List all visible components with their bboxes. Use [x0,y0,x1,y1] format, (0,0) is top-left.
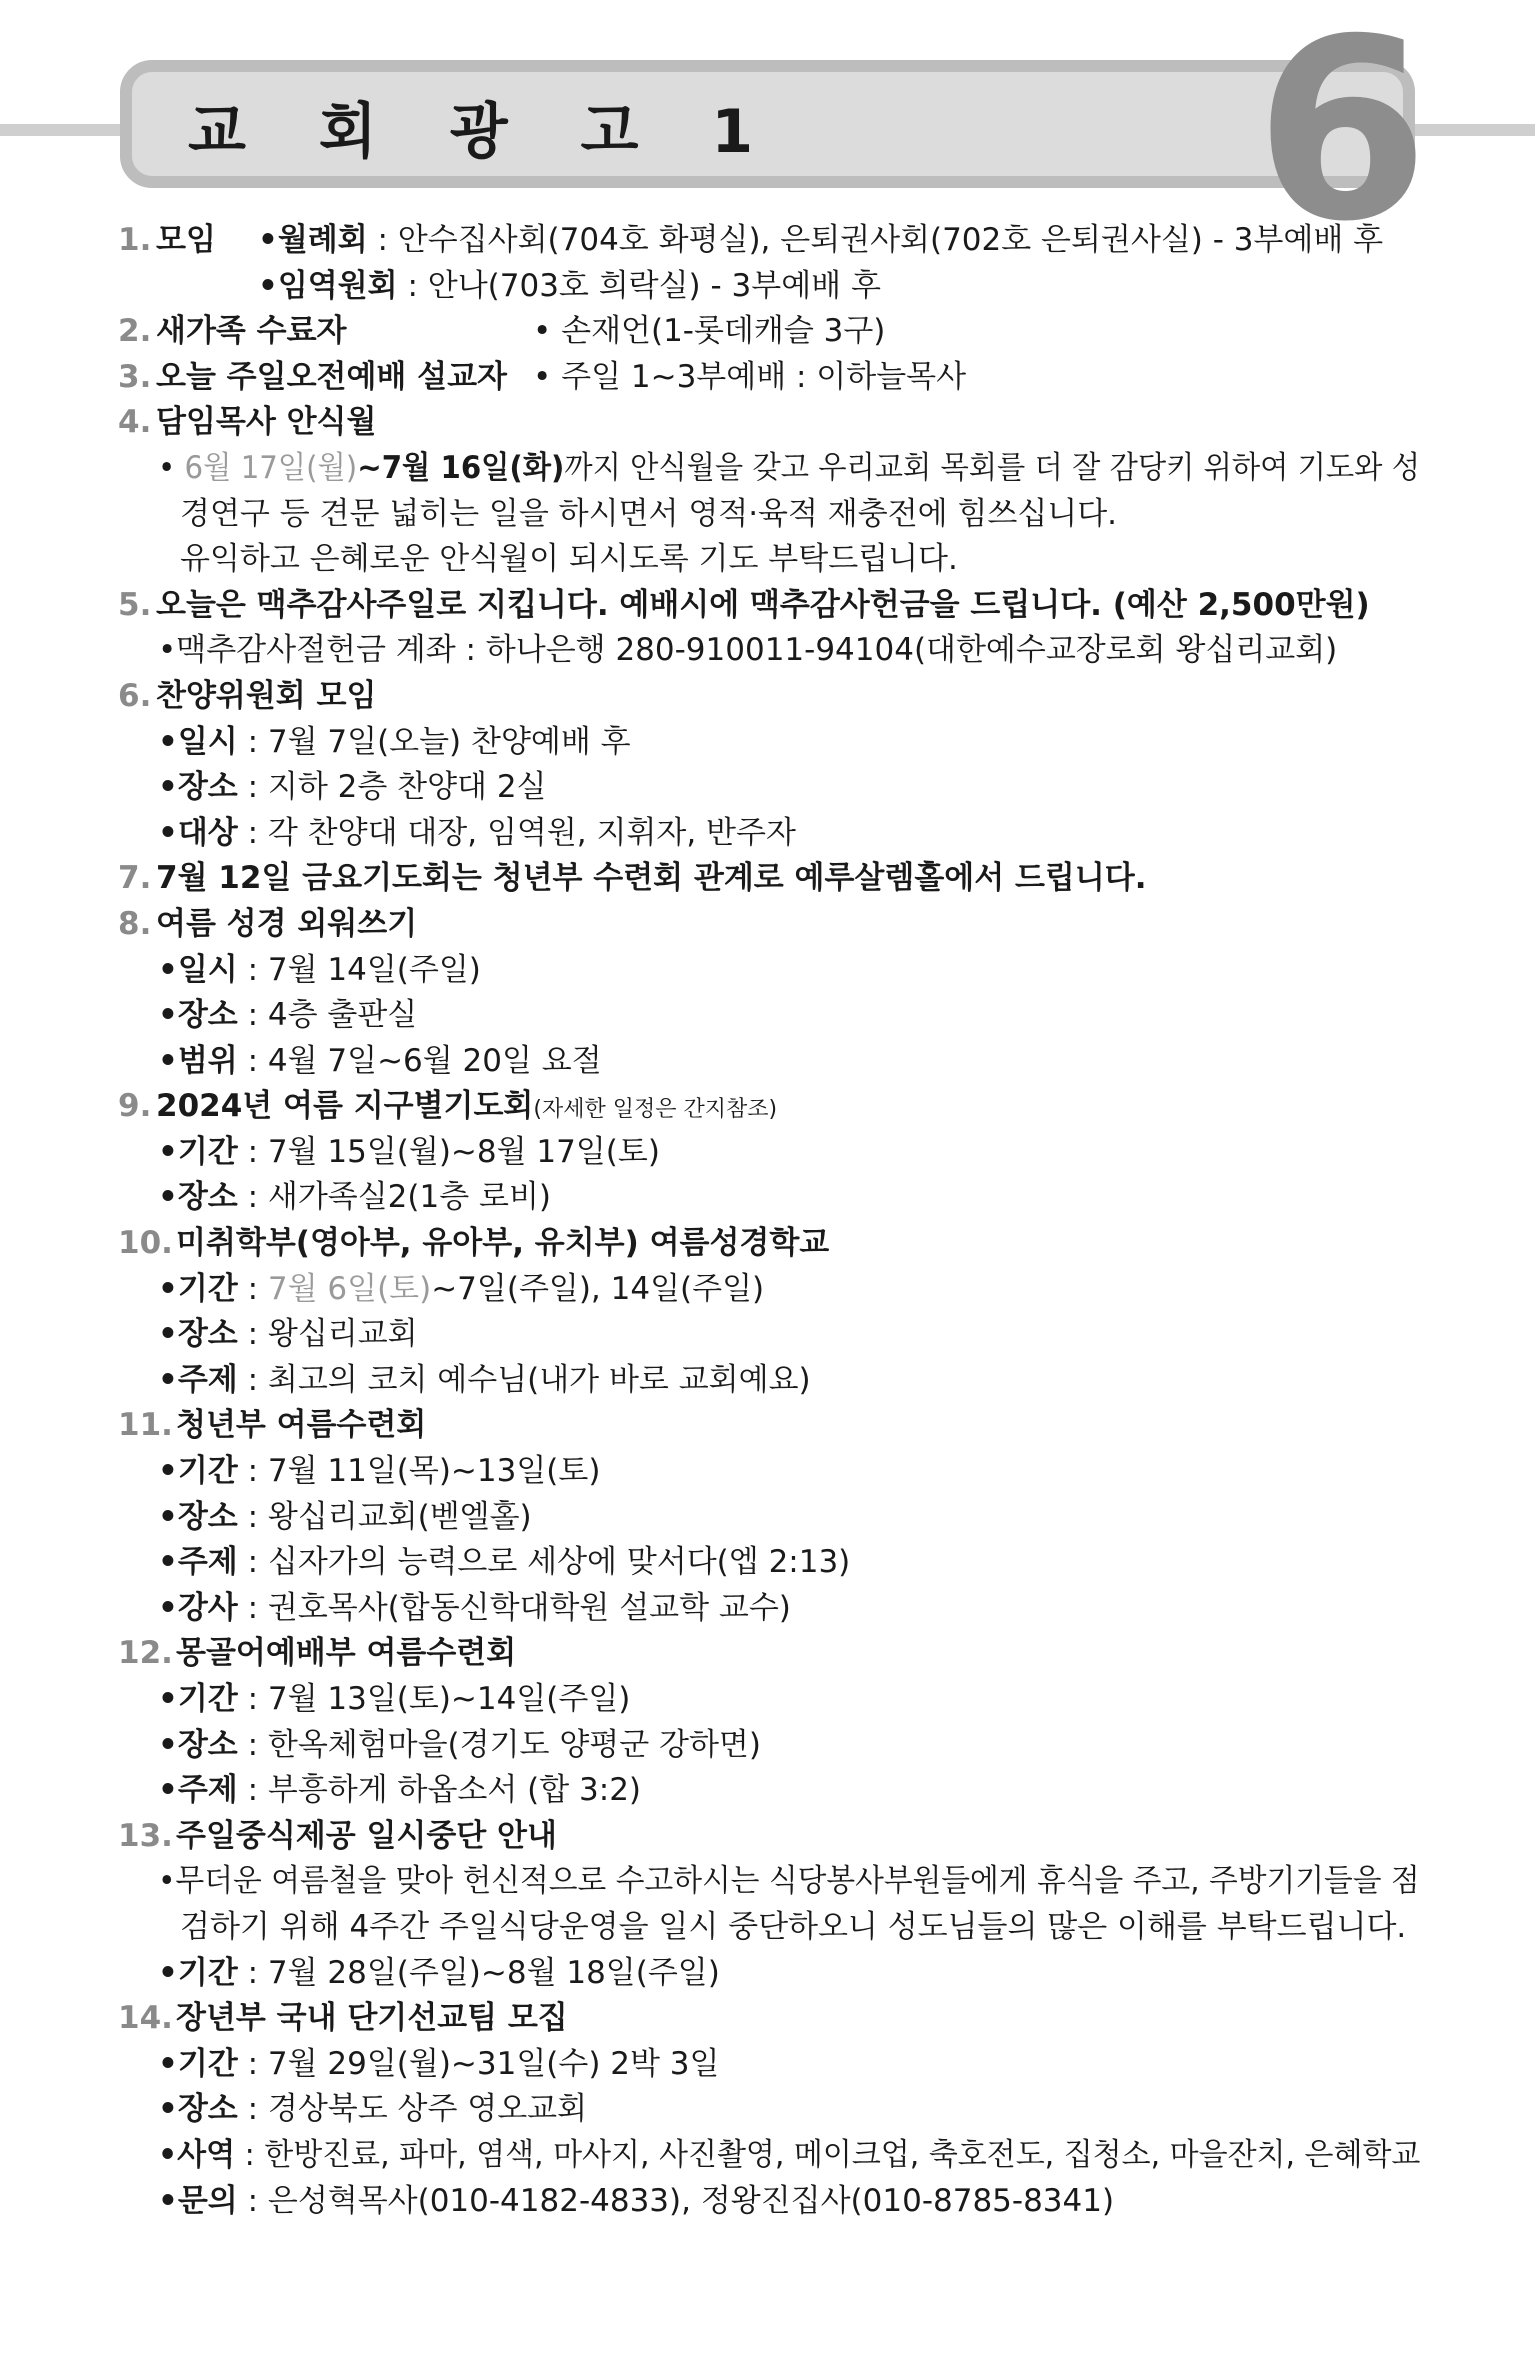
item-value: : 7월 28일(주일)~8월 18일(주일) [237,1954,720,1991]
item-value: 까지 안식월을 갖고 우리교회 목회를 더 잘 감당키 위하여 기도와 성 [564,449,1420,486]
section-10-row [0,1267,1535,1313]
section-11-row [0,1449,1535,1495]
bullet-mark: • [158,449,176,486]
section-title: 모임 [156,222,216,258]
section-3-heading [0,355,1535,401]
section-4-heading [0,400,1535,446]
item-value: : 7월 7일(오늘) 찬양예배 후 [237,723,631,760]
item-separator: : [237,1270,268,1307]
item-key: •기간 [158,1453,238,1490]
list-item: •무더운 여름철을 맞아 헌신적으로 수고하시는 식당봉사부원들에게 휴식을 주고, 주방기기들을 점 [158,1863,1420,1900]
section-1-row [0,264,1535,310]
section-12-row [0,1723,1535,1769]
section-11-row [0,1540,1535,1586]
section-1-heading [0,218,1535,264]
item-key: •장소 [158,1498,238,1535]
item-key: •기간 [158,1270,238,1307]
list-item [158,1267,764,1313]
section-title: 오늘은 맥추감사주일로 지킵니다. 예배시에 맥추감사헌금을 드립니다. (예산 2,500만원) [156,586,1370,623]
item-value: : 7월 13일(토)~14일(주일) [237,1681,631,1717]
item-value: : 은성혁목사(010-4182-4833), 정왕진집사(010-8785-8341) [237,2182,1115,2219]
item-key: •강사 [158,1589,238,1626]
section-11-heading [0,1403,1535,1449]
section-6-row [0,765,1535,811]
list-item [158,1039,602,1085]
item-key: •장소 [158,1179,238,1216]
section-title: 장년부 국내 단기선교팀 모집 [176,2000,568,2037]
item-value: : 권호목사(합동신학대학원 설교학 교수) [237,1589,791,1626]
section-5-row [0,628,1535,674]
section-number: 2. [118,313,152,350]
section-number: 5. [118,586,152,623]
section-7-heading [0,856,1535,902]
list-item-continuation: 검하기 위해 4주간 주일식당운영을 일시 중단하오니 성도님들의 많은 이해를 부탁드립니다. [180,1908,1407,1945]
list-item [158,1677,630,1723]
item-key: •주제 [158,1361,238,1398]
item-value: : 지하 2층 찬양대 2실 [237,769,547,806]
item-key: •기간 [158,1954,238,1991]
list-item [158,2179,1114,2225]
item-value: : 안나(703호 희락실) - 3부예배 후 [397,267,881,304]
section-number: 8. [118,905,152,942]
section-6-heading [0,674,1535,720]
list-item-continuation: 경연구 등 견문 넓히는 일을 하시면서 영적·육적 재충전에 힘쓰십니다. [180,495,1118,532]
section-title: 담임목사 안식월 [156,404,377,441]
section-10-row [0,1312,1535,1358]
list-item [158,948,481,994]
section-12-row [0,1677,1535,1723]
item-value: : 부흥하게 하옵소서 (합 3:2) [237,1772,642,1809]
item-key: •일시 [158,723,238,760]
item-key: •장소 [158,769,238,806]
section-title: 몽골어예배부 여름수련회 [176,1635,517,1672]
section-8-row [0,948,1535,994]
item-value: : 각 찬양대 대장, 임역원, 지휘자, 반주자 [237,814,796,851]
item-key: •주제 [158,1544,238,1581]
item-key: •사역 [158,2136,236,2173]
section-9-row [0,1175,1535,1221]
section-2-heading [0,309,1535,355]
item-value: : 한방진료, 파마, 염색, 마사지, 사진촬영, 메이크업, 축호전도, 집청소, 마을잔치, 은혜학교 [235,2136,1421,2173]
list-item [158,720,631,766]
section-number: 14. [118,2000,173,2037]
list-item [158,993,417,1039]
section-4-row [0,446,1535,492]
list-item [158,1449,600,1495]
list-item: • 손재언(1-롯데캐슬 3구) [533,313,886,350]
item-value: : 7월 15일(월)~8월 17일(토) [237,1133,660,1170]
item-value: : 4월 7일~6월 20일 요절 [237,1042,602,1079]
section-13-row [0,1905,1535,1951]
section-title: 7월 12일 금요기도회는 청년부 수련회 관계로 예루살렘홀에서 드립니다. [156,860,1147,897]
section-14-row [0,2179,1535,2225]
list-item [158,1358,811,1404]
item-value: : 왕십리교회(벧엘홀) [237,1498,532,1535]
list-item [158,1495,532,1541]
section-title: 미취학부(영아부, 유아부, 유치부) 여름성경학교 [176,1225,830,1262]
item-key: •주제 [158,1772,238,1809]
section-number: 1. [118,222,152,258]
section-12-row [0,1768,1535,1814]
list-item [158,1768,641,1814]
section-8-row [0,1039,1535,1085]
item-value: : 최고의 코치 예수님(내가 바로 교회예요) [237,1361,811,1398]
item-key: •기간 [158,1681,238,1717]
list-item [158,1951,720,1997]
past-date: 6월 17일(월) [175,449,358,486]
item-value: : 새가족실2(1층 로비) [237,1179,551,1216]
item-key: •장소 [158,1726,238,1763]
list-item [158,1540,850,1586]
section-14-row [0,2133,1535,2179]
section-title: 찬양위원회 모임 [156,677,377,714]
section-14-row [0,2087,1535,2133]
section-13-row [0,1951,1535,1997]
section-title: 청년부 여름수련회 [176,1407,427,1444]
section-4-row [0,537,1535,583]
item-key: •장소 [158,1316,238,1353]
page-number: 6 [1255,0,1421,276]
section-9-row [0,1130,1535,1176]
section-note: (자세한 일정은 간지참조) [533,1097,778,1123]
section-title: 주일중식제공 일시중단 안내 [176,1817,557,1854]
section-8-heading [0,902,1535,948]
section-number: 4. [118,404,152,441]
section-5-heading [0,583,1535,629]
item-key: •장소 [158,997,238,1034]
item-key: •문의 [158,2182,238,2219]
past-date: 7월 6일(토) [267,1270,432,1307]
section-title-group [156,1084,777,1133]
item-key: •범위 [158,1042,238,1079]
section-number: 9. [118,1088,152,1125]
list-item [158,446,1420,492]
item-value: : 경상북도 상주 영오교회 [237,2091,588,2128]
section-14-row [0,2042,1535,2088]
section-11-row [0,1586,1535,1632]
section-6-row [0,811,1535,857]
page-title: 교 회 광 고 1 [188,97,780,167]
item-key: •기간 [158,1133,238,1170]
list-item [158,1312,418,1358]
section-title: 여름 성경 외워쓰기 [156,905,418,942]
item-key: •월례회 [258,222,368,258]
list-item [158,2087,587,2133]
section-number: 7. [118,860,152,897]
section-10-row [0,1358,1535,1404]
item-value: : 7월 29일(월)~31일(수) 2박 3일 [237,2045,720,2082]
item-value: : 7월 14일(주일) [237,951,481,988]
item-value: : 십자가의 능력으로 세상에 맞서다(엡 2:13) [237,1544,851,1581]
item-value: : 왕십리교회 [237,1316,418,1353]
list-item [158,765,547,811]
item-key: •기간 [158,2045,238,2082]
section-number: 10. [118,1225,173,1262]
section-4-row [0,492,1535,538]
list-item [258,218,1383,264]
section-number: 6. [118,677,152,714]
section-14-heading [0,1996,1535,2042]
section-title: 새가족 수료자 [156,313,347,350]
section-12-heading [0,1631,1535,1677]
item-key: •대상 [158,814,238,851]
item-key: •임역원회 [258,267,398,304]
section-6-row [0,720,1535,766]
list-item [158,1586,791,1632]
item-value: ~7일(주일), 14일(주일) [431,1270,765,1307]
section-number: 12. [118,1635,173,1672]
list-item [158,811,796,857]
list-item-continuation: 유익하고 은혜로운 안식월이 되시도록 기도 부탁드립니다. [180,541,958,578]
list-item [258,264,881,310]
section-number: 13. [118,1817,173,1854]
item-value: : 안수집사회(704호 화평실), 은퇴권사회(702호 은퇴권사실) - 3부예배 후 [367,222,1384,258]
end-date: ~7월 16일(화) [357,449,565,486]
list-item: •맥추감사절헌금 계좌 : 하나은행 280-910011-94104(대한예수교장로회 왕십리교회) [158,632,1338,669]
item-value: : 4층 출판실 [237,997,418,1034]
section-13-row [0,1859,1535,1905]
section-13-heading [0,1814,1535,1860]
announcement-list [0,218,1535,2224]
item-key: •일시 [158,951,238,988]
list-item [158,1175,551,1221]
section-number: 3. [118,358,152,395]
list-item [158,1130,660,1176]
section-number: 11. [118,1407,173,1444]
item-key: •장소 [158,2091,238,2128]
list-item [158,1723,761,1769]
section-9-heading [0,1084,1535,1130]
item-value: : 7월 11일(목)~13일(토) [237,1453,601,1490]
list-item: • 주일 1~3부예배 : 이하늘목사 [533,358,967,395]
section-title: 오늘 주일오전예배 설교자 [156,358,507,395]
section-11-row [0,1495,1535,1541]
section-8-row [0,993,1535,1039]
item-value: : 한옥체험마을(경기도 양평군 강하면) [237,1726,761,1763]
list-item [158,2133,1420,2179]
section-title: 2024년 여름 지구별기도회 [156,1088,534,1125]
section-10-heading [0,1221,1535,1267]
list-item [158,2042,719,2088]
